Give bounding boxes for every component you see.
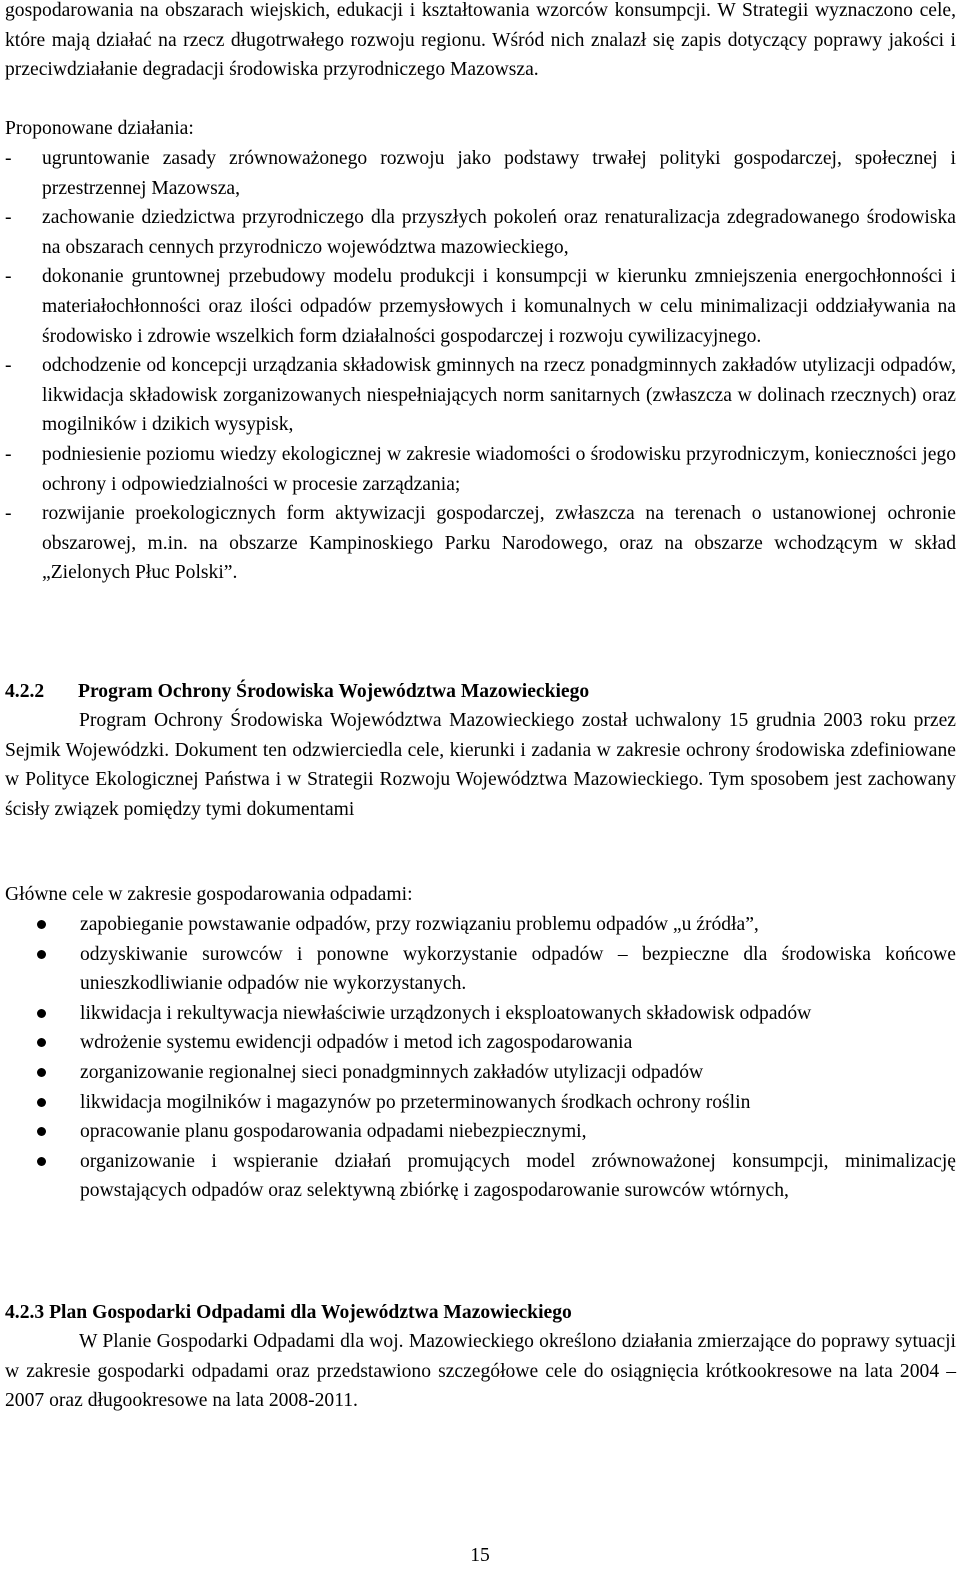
bullet-icon	[37, 1127, 46, 1136]
list-item	[5, 499, 956, 588]
list-item-text: rozwijanie proekologicznych form aktywizacji gospodarczej, zwłaszcza na terenach o ustanowionej ochronie obszarowej, m.in. na obszarze Kampinoskiego Parku Narodowego, oraz na obszarze wchodzącym w skład „Zielonych Płuc Polski”.	[42, 503, 956, 584]
list-item-text: likwidacja mogilników i magazynów po przeterminowanych środkach ochrony roślin	[80, 1091, 751, 1113]
list-item-text: opracowanie planu gospodarowania odpadami niebezpiecznymi,	[80, 1121, 587, 1143]
list-item	[5, 999, 956, 1029]
list-item-text: odchodzenie od koncepcji urządzania składowisk gminnych na rzecz ponadgminnych zakładów utylizacji odpadów, likwidacja składowisk zorganizowanych niespełniających norm sanitarnych (zwłaszcza w dolinach rzecznych) oraz mogilników i dzikich wysypisk,	[42, 355, 956, 436]
page-number: 15	[470, 1545, 490, 1566]
list-item-text: dokonanie gruntownej przebudowy modelu produkcji i konsumpcji w kierunku zmniejszenia energochłonności i materiałochłonności oraz ilości odpadów przemysłowych i komunalnych w celu minimalizacji oddziaływania na środowisko i zdrowie wszelkich form działalności gospodarczej i rozwoju cywilizacyjnego.	[42, 266, 956, 347]
list-item	[5, 144, 956, 203]
list-item-text: zachowanie dziedzictwa przyrodniczego dla przyszłych pokoleń oraz renaturalizacja zdegradowanego środowiska na obszarach cennych przyrodniczo województwa mazowieckiego,	[42, 207, 956, 258]
list-item	[5, 440, 956, 499]
proposed-actions-list	[5, 144, 956, 588]
section-4-2-2-body: Program Ochrony Środowiska Województwa Mazowieckiego został uchwalony 15 grudnia 2003 roku przez Sejmik Wojewódzki. Dokument ten odzwierciedla cele, kierunki i zadania w zakresie ochrony środowiska zdefiniowane w Polityce Ekologicznej Państwa i w Strategii Rozwoju Województwa Mazowieckiego. Tym sposobem jest zachowany ścisły związek pomiędzy tymi dokumentami	[5, 710, 956, 820]
list-item-text: wdrożenie systemu ewidencji odpadów i metod ich zagospodarowania	[80, 1032, 633, 1054]
list-item	[5, 940, 956, 999]
section-number: 4.2.3	[5, 1302, 45, 1323]
list-item	[5, 1117, 956, 1147]
main-goals-list	[5, 910, 956, 1206]
section-title: Plan Gospodarki Odpadami dla Województwa Mazowieckiego	[49, 1302, 572, 1323]
bullet-icon	[37, 1068, 46, 1077]
list-item-text: zorganizowanie regionalnej sieci ponadgminnych zakładów utylizacji odpadów	[80, 1061, 704, 1083]
bullet-icon	[37, 920, 46, 929]
bullet-icon	[37, 1009, 46, 1018]
list-item	[5, 910, 956, 940]
proposed-actions-label: Proponowane działania:	[5, 118, 194, 139]
dash-marker: -	[5, 266, 12, 288]
list-item	[5, 1058, 956, 1088]
dash-marker: -	[5, 443, 12, 465]
section-4-2-3-body: W Planie Gospodarki Odpadami dla woj. Mazowieckiego określono działania zmierzające do poprawy sytuacji w zakresie gospodarki odpadami oraz przedstawiono szczegółowe cele do osiągnięcia krótkookresowe na lata 2004 – 2007 oraz długookresowe na lata 2008-2011.	[5, 1331, 956, 1412]
bullet-icon	[37, 1038, 46, 1047]
list-item	[5, 1028, 956, 1058]
list-item-text: odzyskiwanie surowców i ponowne wykorzystanie odpadów – bezpieczne dla środowiska końcowe unieszkodliwianie odpadów nie wykorzystanych.	[80, 943, 956, 995]
dash-marker: -	[5, 355, 12, 377]
list-item	[5, 1088, 956, 1118]
bullet-icon	[37, 1157, 46, 1166]
bullet-icon	[37, 1098, 46, 1107]
section-number: 4.2.2	[5, 681, 45, 702]
list-item-text: likwidacja i rekultywacja niewłaściwie urządzonych i eksploatowanych składowisk odpadów	[80, 1002, 812, 1024]
section-title: Program Ochrony Środowiska Województwa Mazowieckiego	[78, 681, 590, 702]
dash-marker: -	[5, 503, 12, 525]
list-item	[5, 1147, 956, 1206]
dash-marker: -	[5, 207, 12, 229]
dash-marker: -	[5, 148, 12, 169]
list-item-text: ugruntowanie zasady zrównoważonego rozwoju jako podstawy trwałej polityki gospodarczej, społecznej i przestrzennej Mazowsza,	[42, 148, 956, 199]
bullet-icon	[37, 950, 46, 959]
section-4-2-2-heading	[5, 677, 956, 707]
list-item-text: organizowanie i wspieranie działań promujących model zrównoważonej konsumpcji, minimalizację powstających odpadów oraz selektywną zbiórkę i zagospodarowanie surowców wtórnych,	[80, 1150, 956, 1202]
list-item-text: podniesienie poziomu wiedzy ekologicznej w zakresie wiadomości o środowisku przyrodniczym, konieczności jego ochrony i odpowiedzialności w procesie zarządzania;	[42, 443, 956, 495]
intro-paragraph: gospodarowania na obszarach wiejskich, edukacji i kształtowania wzorców konsumpcji. W Strategii wyznaczono cele, które mają działać na rzecz długotrwałego rozwoju regionu. Wśród nich znalazł się zapis dotyczący poprawy jakości i przeciwdziałanie degradacji środowiska przyrodniczego Mazowsza.	[5, 0, 956, 81]
list-item-text: zapobieganie powstawanie odpadów, przy rozwiązaniu problemu odpadów „u źródła”,	[80, 914, 759, 935]
section-4-2-3-heading	[5, 1298, 956, 1328]
list-item	[5, 262, 956, 351]
main-goals-label: Główne cele w zakresie gospodarowania odpadami:	[5, 884, 413, 905]
list-item	[5, 351, 956, 440]
list-item	[5, 203, 956, 262]
